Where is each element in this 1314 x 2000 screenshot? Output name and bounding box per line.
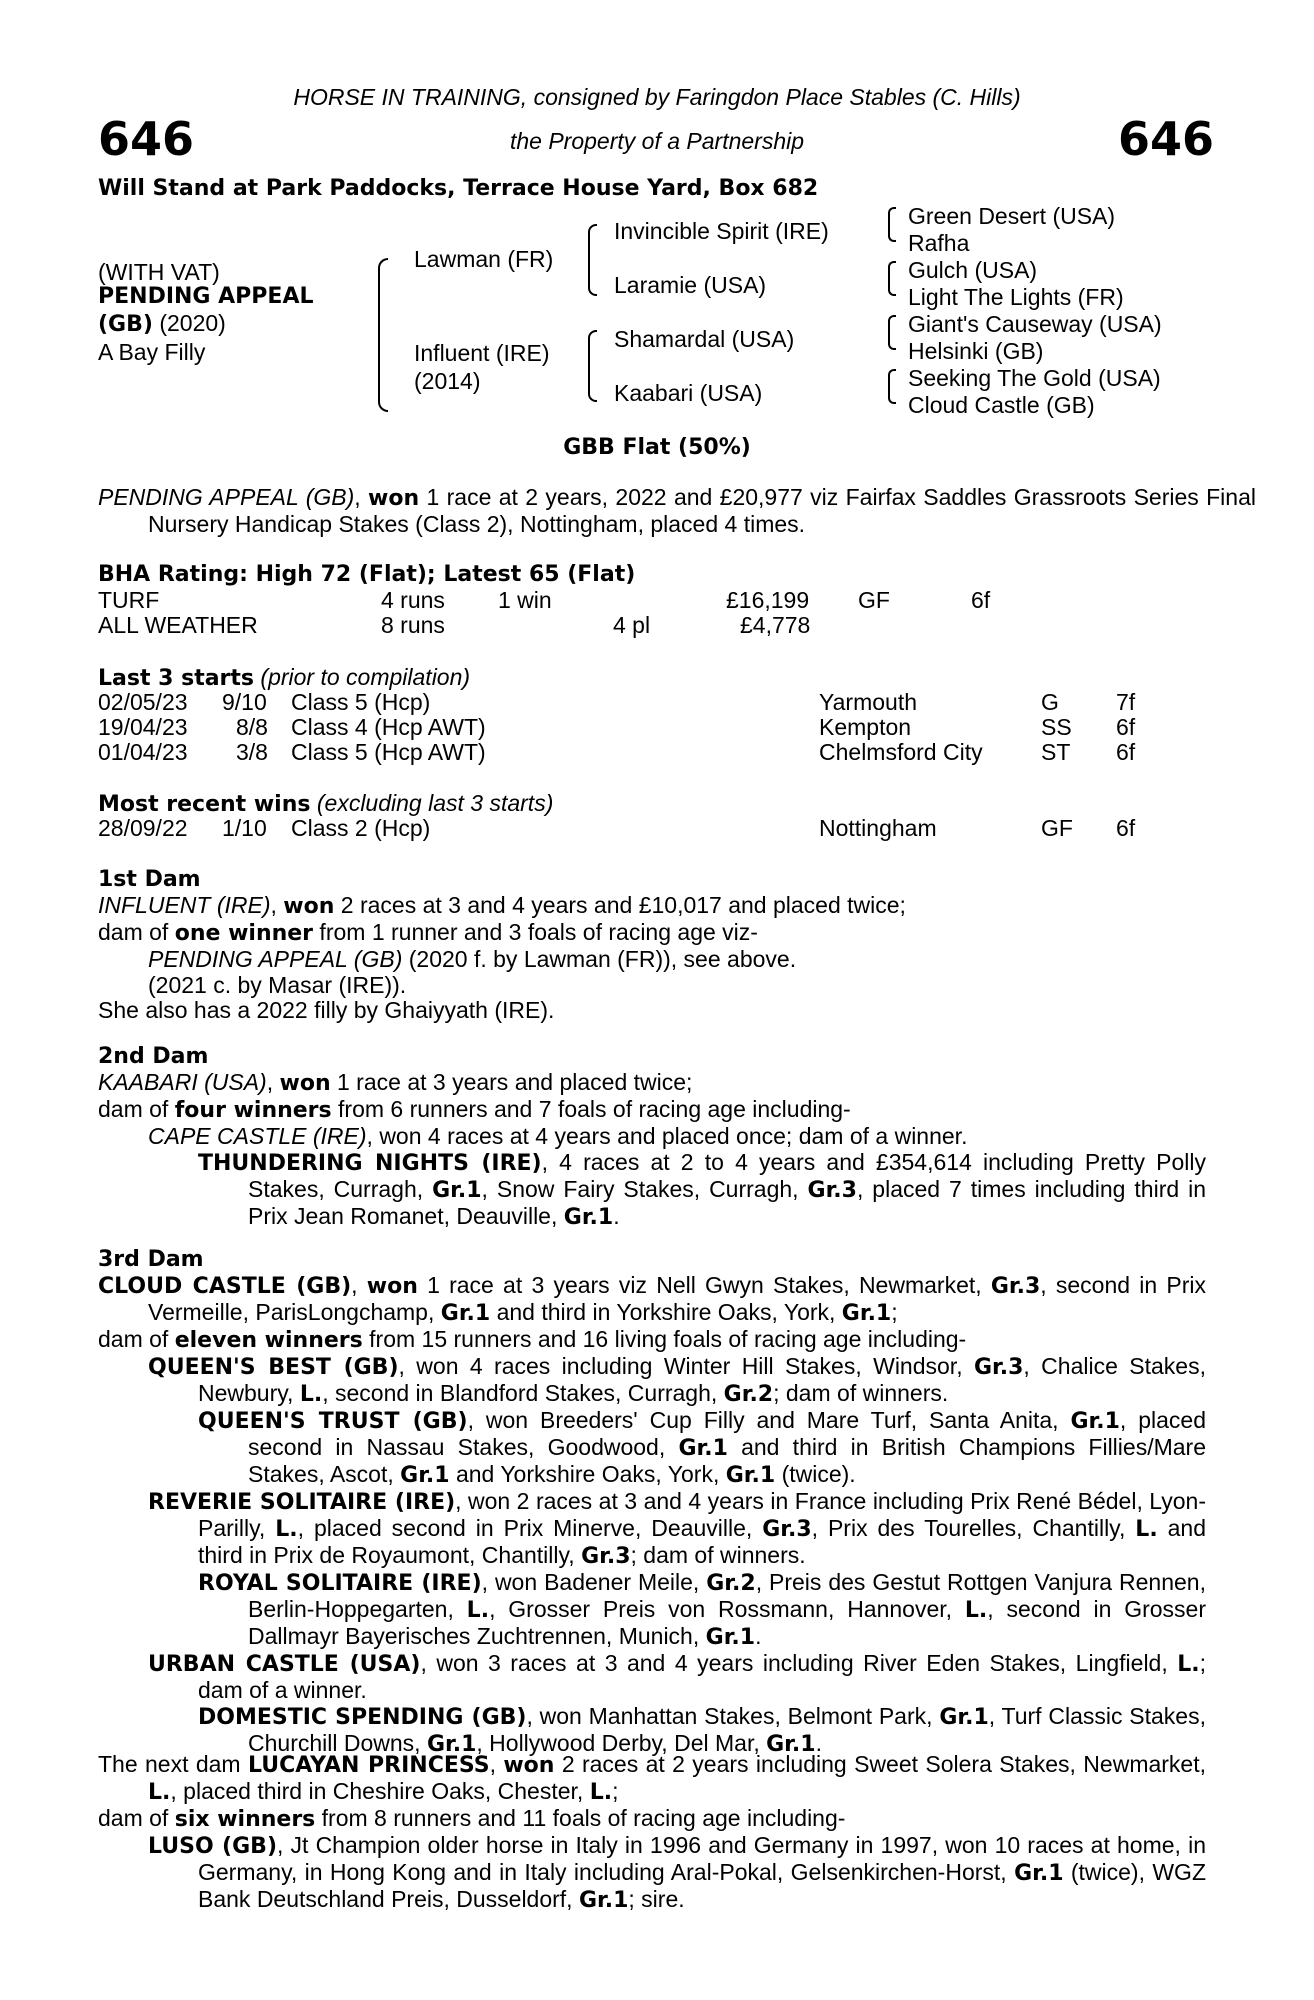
- third-dam-heading: 3rd Dam: [98, 1247, 204, 1272]
- last-starts-heading: Last 3 starts (prior to compilation): [98, 664, 471, 691]
- first-dam-note: She also has a 2022 filly by Ghaiyyath (IRE).: [98, 997, 555, 1023]
- gen3-ancestor: Rafha: [908, 230, 970, 256]
- horse-name: PENDING APPEAL: [98, 284, 314, 309]
- gen3-ancestor: Gulch (USA): [908, 257, 1038, 283]
- gen3-ancestor: Giant's Causeway (USA): [908, 311, 1162, 337]
- sire-dam: Laramie (USA): [614, 272, 767, 298]
- dam-dam: Kaabari (USA): [614, 380, 763, 406]
- recent-wins-heading: Most recent wins (excluding last 3 starts): [98, 790, 554, 817]
- race-summary: PENDING APPEAL (GB), won 1 race at 2 years, 2022 and £20,977 viz Fairfax Saddles Grassroots Series Final Nursery Handicap Stakes (Class 2), Nottingham, placed 4 times.: [98, 484, 1256, 537]
- first-dam-foal: (2021 c. by Masar (IRE)).: [148, 971, 407, 998]
- first-dam-produce: dam of one winner from 1 runner and 3 foals of racing age viz-: [98, 919, 758, 946]
- horse-origin-year: (GB) (2020): [98, 310, 226, 337]
- last-start-row: 19/04/23 8/8 Class 4 (Hcp AWT) Kempton SS 6f: [98, 714, 1136, 740]
- gen3-ancestor: Seeking The Gold (USA): [908, 365, 1161, 391]
- next-dam-produce: dam of six winners from 8 runners and 11 foals of racing age including-: [98, 1805, 846, 1832]
- lot-number-right: 646: [1118, 112, 1215, 166]
- dam-sire: Shamardal (USA): [614, 326, 795, 352]
- third-dam-grandfoal: ROYAL SOLITAIRE (IRE), won Badener Meile, Gr.2, Preis des Gestut Rottgen Vanjura Rennen, Berlin-Hoppegarten, L., Grosser Preis von Rossmann, Hannover, L., second in Grosser Dallmayr Bayerisches Zuchtrennen, Munich, Gr.1.: [198, 1569, 1206, 1650]
- third-dam-grandfoal: DOMESTIC SPENDING (GB), won Manhattan Stakes, Belmont Park, Gr.1, Turf Classic Stakes, Churchill Downs, Gr.1, Hollywood Derby, Del Mar, Gr.1.: [198, 1702, 1206, 1757]
- sire-name: Lawman (FR): [414, 246, 554, 272]
- gen3-brace-3: [888, 315, 896, 350]
- gen3-ancestor: Helsinki (GB): [908, 338, 1044, 364]
- third-dam-produce: dam of eleven winners from 15 runners and 16 living foals of racing age including-: [98, 1326, 967, 1353]
- next-dam-foal: LUSO (GB), Jt Champion older horse in Italy in 1996 and Germany in 1997, won 10 races at home, in Germany, in Hong Kong and in Italy including Aral-Pokal, Gelsenkirchen-Horst, Gr.1 (twice), WGZ Bank Deutschland Preis, Dusseldorf, Gr.1; sire.: [148, 1832, 1206, 1913]
- dam-name: Influent (IRE): [414, 340, 550, 366]
- third-dam-section: [98, 1247, 1206, 1758]
- pedigree-brace-main: [378, 258, 388, 412]
- second-dam-produce: dam of four winners from 6 runners and 7 foals of racing age including-: [98, 1096, 851, 1123]
- second-dam-grandfoal: THUNDERING NIGHTS (IRE), 4 races at 2 to 4 years and £354,614 including Pretty Polly Stakes, Curragh, Gr.1, Snow Fairy Stakes, Curragh, Gr.3, placed 7 times including third in Prix Jean Romanet, Deauville, Gr.1.: [198, 1148, 1206, 1230]
- sire-brace: [588, 224, 597, 296]
- dam-brace: [588, 330, 597, 402]
- next-dam-record: The next dam LUCAYAN PRINCESS, won 2 races at 2 years including Sweet Solera Stakes, Newmarket, L., placed third in Cheshire Oaks, Chester, L.;: [98, 1751, 1206, 1805]
- last-start-row: 01/04/23 3/8 Class 5 (Hcp AWT) Chelmsford City ST 6f: [98, 739, 1136, 765]
- horse-description: A Bay Filly: [98, 339, 206, 365]
- lot-number-left: 646: [98, 112, 195, 166]
- dam-year: (2014): [414, 368, 481, 394]
- gen3-ancestor: Green Desert (USA): [908, 203, 1116, 229]
- last-start-row: 02/05/23 9/10 Class 5 (Hcp) Yarmouth G 7f: [98, 689, 1136, 715]
- third-dam-foal: REVERIE SOLITAIRE (IRE), won 2 races at 3 and 4 years in France including Prix René Bédel, Lyon-Parilly, L., placed second in Prix Minerve, Deauville, Gr.3, Prix des Tourelles, Chantilly, L. and third in Prix de Royaumont, Chantilly, Gr.3; dam of winners.: [148, 1488, 1206, 1569]
- third-dam-grandfoal: QUEEN'S TRUST (GB), won Breeders' Cup Filly and Mare Turf, Santa Anita, Gr.1, placed second in Nassau Stakes, Goodwood, Gr.1 and third in British Champions Fillies/Mare Stakes, Ascot, Gr.1 and Yorkshire Oaks, York, Gr.1 (twice).: [198, 1407, 1206, 1488]
- gen3-brace-4: [888, 369, 896, 404]
- gen3-ancestor: Cloud Castle (GB): [908, 392, 1095, 418]
- second-dam-record: KAABARI (USA), won 1 race at 3 years and placed twice;: [98, 1069, 693, 1096]
- third-dam-foal: URBAN CASTLE (USA), won 3 races at 3 and 4 years including River Eden Stakes, Lingfield, L.; dam of a winner.: [148, 1650, 1207, 1703]
- second-dam-heading: 2nd Dam: [98, 1044, 209, 1069]
- gen3-ancestor: Light The Lights (FR): [908, 284, 1124, 310]
- owner-line: the Property of a Partnership: [509, 128, 805, 154]
- third-dam-foal: QUEEN'S BEST (GB), won 4 races including Winter Hill Stakes, Windsor, Gr.3, Chalice Stakes, Newbury, L., second in Blandford Stakes, Curragh, Gr.2; dam of winners.: [148, 1353, 1206, 1407]
- first-dam-foal: PENDING APPEAL (GB) (2020 f. by Lawman (FR)), see above.: [148, 946, 797, 972]
- next-dam-section: [98, 1752, 1206, 1914]
- second-dam-foal: CAPE CASTLE (IRE), won 4 races at 4 years and placed once; dam of a winner.: [148, 1123, 968, 1149]
- gen3-brace-2: [888, 261, 896, 296]
- stable-location: Will Stand at Park Paddocks, Terrace House Yard, Box 682: [98, 176, 819, 201]
- gen3-brace-1: [888, 207, 896, 242]
- rating-type: GBB Flat (50%): [563, 435, 751, 460]
- recent-win-row: 28/09/22 1/10 Class 2 (Hcp) Nottingham GF 6f: [98, 815, 1136, 841]
- third-dam-record: CLOUD CASTLE (GB), won 1 race at 3 years viz Nell Gwyn Stakes, Newmarket, Gr.3, second in Prix Vermeille, ParisLongchamp, Gr.1 and third in Yorkshire Oaks, York, Gr.1;: [98, 1272, 1206, 1326]
- second-dam-section: [98, 1044, 1206, 1231]
- first-dam-heading: 1st Dam: [98, 867, 201, 892]
- consignor-line: HORSE IN TRAINING, consigned by Faringdon Place Stables (C. Hills): [293, 84, 1021, 110]
- first-dam-record: INFLUENT (IRE), won 2 races at 3 and 4 years and £10,017 and placed twice;: [98, 892, 906, 919]
- bha-row: TURF 4 runs 1 win £16,199 GF 6f: [98, 587, 991, 613]
- sire-sire: Invincible Spirit (IRE): [614, 218, 829, 244]
- bha-row: ALL WEATHER 8 runs 4 pl £4,778: [98, 612, 811, 638]
- bha-heading: BHA Rating: High 72 (Flat); Latest 65 (Flat): [98, 562, 636, 587]
- first-dam-section: [98, 867, 1206, 1024]
- vat-note: (WITH VAT): [98, 259, 220, 285]
